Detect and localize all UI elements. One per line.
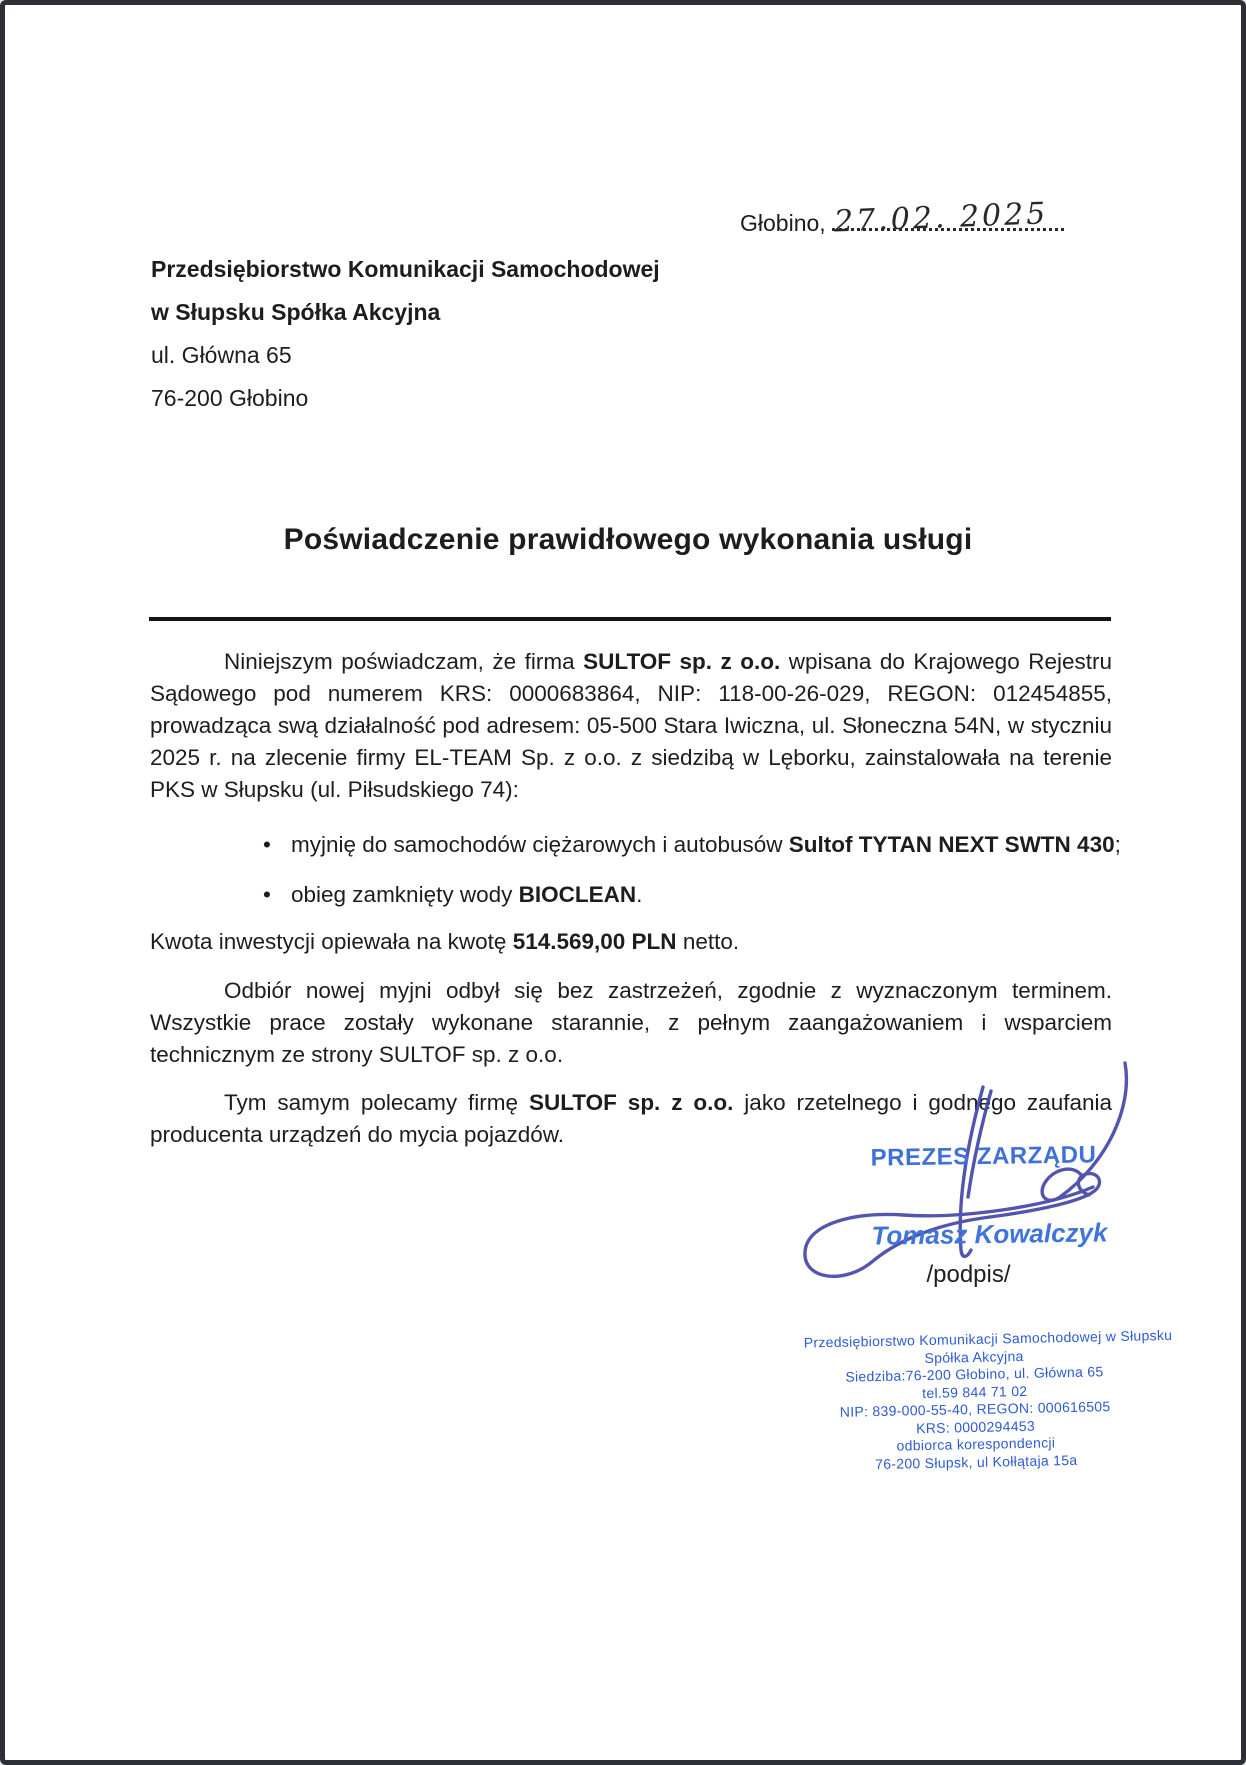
kwota-text-pre: Kwota inwestycji opiewała na kwotę <box>150 929 513 954</box>
sender-company-name-line2: w Słupsku Spółka Akcyjna <box>151 299 441 325</box>
bullet1-text-post: ; <box>1114 832 1121 857</box>
date-dotted-line <box>832 196 1064 240</box>
signer-name-stamp: Tomasz Kowalczyk <box>871 1217 1108 1251</box>
bullet2-text-pre: obieg zamknięty wody <box>291 882 519 907</box>
bullet-item-washer <box>263 829 1121 861</box>
p1-text-pre: Niniejszym poświadczam, że firma <box>224 649 584 674</box>
date-line <box>740 196 1070 240</box>
stamp-line-address: Siedziba:76-200 Głobino, ul. Główna 65 <box>845 1363 1104 1385</box>
document-title: Poświadczenie prawidłowego wykonania usługi <box>283 523 973 556</box>
p1-text-post: wpisana do Krajowego Rejestru Sądowego pod numerem KRS: 0000683864, NIP: 118-00-26-029, REGON: 012454855, prowadząca swą działalność pod adresem: 05-500 Stara Iwiczna, ul. Słoneczna 54N, w styczniu 2025 r. na zlecenie firmy EL-TEAM Sp. z o.o. z siedzibą w Lęborku, zainstalowała na terenie PKS w Słupsku (ul. Piłsudskiego 74): <box>150 649 1112 802</box>
stamp-line-nip-regon: NIP: 839-000-55-40, REGON: 000616505 <box>839 1398 1111 1420</box>
president-role-stamp: PREZES ZARZĄDU <box>870 1141 1097 1172</box>
p3-text-pre: Tym samym polecamy firmę <box>224 1090 529 1115</box>
bullet1-text-pre: myjnię do samochodów ciężarowych i autobusów <box>291 832 789 857</box>
horizontal-divider <box>149 617 1111 621</box>
podpis-label: /podpis/ <box>926 1261 1011 1288</box>
p3-text-post: jako rzetelnego i godnego zaufania producenta urządzeń do mycia pojazdów. <box>150 1090 1112 1147</box>
stamp-line-correspondence: odbiorca korespondencji <box>896 1434 1056 1454</box>
paragraph-investment-amount <box>150 926 1112 958</box>
signature-right-flourish <box>1042 1063 1126 1200</box>
paragraph-acceptance: Odbiór nowej myjni odbył się bez zastrzeżeń, zgodnie z wyznaczonym terminem. Wszystkie prace zostały wykonane starannie, z pełnym zaangażowaniem i wsparciem technicznym ze strony SULTOF sp. z o.o. <box>150 978 1112 1067</box>
company-address-stamp <box>803 1326 1173 1474</box>
kwota-amount-bold: 514.569,00 PLN <box>512 929 677 954</box>
p1-company-bold: SULTOF sp. z o.o. <box>583 649 781 674</box>
bullet-dot-icon: • <box>263 882 271 907</box>
sender-street: ul. Główna 65 <box>151 342 292 368</box>
sender-city: 76-200 Głobino <box>151 385 309 411</box>
p3-company-bold: SULTOF sp. z o.o. <box>528 1090 734 1115</box>
paragraph-intro <box>150 646 1112 806</box>
handwritten-date: 27.02. 2025 <box>833 196 1049 240</box>
stamp-line-phone: tel.59 844 71 02 <box>922 1382 1028 1401</box>
stamp-line-krs: KRS: 0000294453 <box>915 1417 1036 1436</box>
bullet-item-bioclean <box>263 879 1113 911</box>
sender-block <box>151 248 660 420</box>
date-city-label: Głobino, <box>740 210 826 236</box>
stamp-line-legal-form: Spółka Akcyjna <box>924 1347 1024 1366</box>
bullet2-text-post: . <box>636 882 643 907</box>
sender-company-name-line1: Przedsiębiorstwo Komunikacji Samochodowej <box>151 256 660 282</box>
bullet2-product-bold: BIOCLEAN <box>518 882 637 907</box>
bullet1-product-bold: Sultof TYTAN NEXT SWTN 430 <box>788 832 1115 857</box>
stamp-line-post-address: 76-200 Słupsk, ul Kołłątaja 15a <box>874 1451 1078 1472</box>
kwota-text-post: netto. <box>676 929 740 954</box>
bullet-dot-icon: • <box>263 832 271 857</box>
stamp-line-company: Przedsiębiorstwo Komunikacji Samochodowej w Słupsku <box>803 1326 1173 1351</box>
